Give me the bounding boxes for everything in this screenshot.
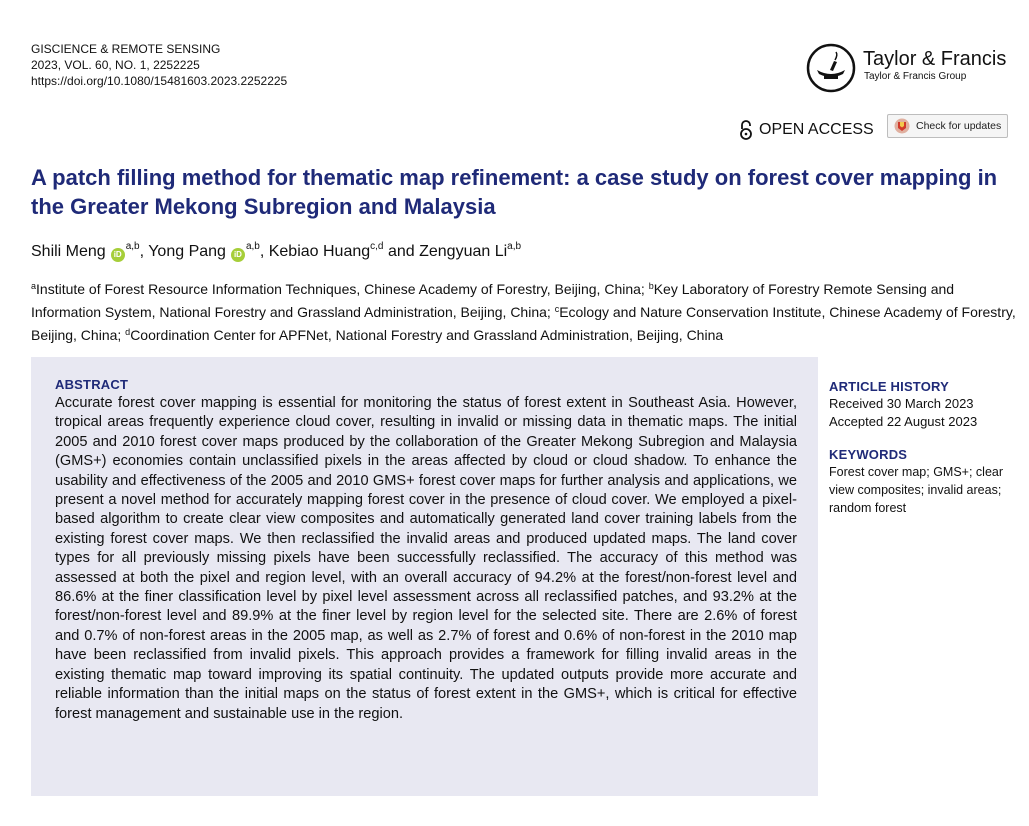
check-for-updates-button[interactable]: [887, 114, 1008, 138]
journal-info: [31, 41, 287, 89]
open-lock-icon: [739, 120, 753, 140]
open-access-label: OPEN ACCESS: [759, 121, 874, 138]
author-name[interactable]: Zengyuan Li: [419, 243, 508, 260]
author-separator: and: [383, 243, 420, 260]
abstract-box: [31, 357, 818, 796]
orcid-icon[interactable]: iD: [111, 248, 125, 262]
accepted-date: Accepted 22 August 2023: [829, 414, 978, 429]
received-date: Received 30 March 2023: [829, 396, 974, 411]
author-affiliation-sup: c,d: [370, 241, 384, 252]
author-separator: ,: [139, 243, 149, 260]
doi-link[interactable]: https://doi.org/10.1080/15481603.2023.2252225: [31, 74, 288, 88]
keywords-text: Forest cover map; GMS+; clear view composites; invalid areas; random forest: [829, 465, 1004, 515]
author-separator: ,: [259, 243, 269, 260]
journal-volume: 2023, VOL. 60, NO. 1, 2252225: [31, 58, 200, 72]
open-access-badge: [739, 119, 874, 141]
affiliation-text: Coordination Center for APFNet, National Forestry and Grassland Administration, Beijing, China: [130, 327, 724, 343]
affiliation-text: Ecology and Nature Conservation Institute, Chinese Academy of Forestry, Beijing, China;: [31, 304, 1016, 343]
affiliation-sup: a: [31, 281, 37, 291]
orcid-icon[interactable]: iD: [231, 248, 245, 262]
publisher-group: Taylor & Francis Group: [864, 71, 967, 82]
abstract-text: Accurate forest cover mapping is essential for monitoring the status of forest extent in Southeast Asia. However, tropical areas frequently experience cloud cover, resulting in invalid or missing data in thematic maps. The initial 2005 and 2010 forest cover maps produced by the collaboration of the Greater Mekong Subregion and Malaysia (GMS+) economies contain unclassified pixels in the areas affected by cloud or cloud shadow. To enhance the usability and effectiveness of the 2005 and 2010 GMS+ forest cover maps for further analysis and applications, we present a novel method for accurately mapping forest cover in the presence of cloud cover. We employed a pixel-based algorithm to create clear view composites and automatically generated land cover training labels from the existing forest cover maps. We then reclassified the invalid areas and produced updated maps. The land cover types for all previously missing pixels have been successfully reclassified. The accuracy of this method was assessed at both the pixel and region level, with an overall accuracy of 94.2% at the forest/non-forest level and 86.6% at the finer classification level by pixel level assessment across all reclassified patches, and 93.2% at the forest/non-forest level and 89.9% at the finer level by region level for the selected site. There are 2.6% of forest and 0.7% of non-forest areas in the 2005 map, as well as 2.7% of forest and 0.6% of non-forest in the 2010 map have been reclassified from invalid pixels. This approach provides a framework for filling invalid areas in the existing thematic map toward improving its spatial continuity. The updated outputs provide more accurate and reliable information than the initial maps on the status of forest extent in the GMS+, which is critical for effective forest management and sustainable use in the region.: [55, 395, 797, 722]
article-history: [829, 378, 1019, 431]
author-name[interactable]: Shili Meng: [31, 243, 106, 260]
author-name[interactable]: Kebiao Huang: [268, 243, 371, 260]
publisher-name: Taylor & Francis: [863, 48, 1007, 70]
publisher-logo[interactable]: [806, 43, 1016, 93]
affiliation-text: Institute of Forest Resource Information Techniques, Chinese Academy of Forestry, Beijing, China;: [36, 281, 649, 297]
article-history-heading: ARTICLE HISTORY: [829, 379, 950, 394]
affiliation-sup: b: [648, 281, 654, 291]
author-affiliation-sup: a,b: [245, 241, 260, 252]
abstract-heading: ABSTRACT: [55, 377, 129, 392]
check-for-updates-label: Check for updates: [916, 120, 1002, 132]
affiliation-text: Key Laboratory of Forestry Remote Sensing and Information System, National Forestry and Grassland Administration, Beijing, China;: [31, 281, 955, 320]
affiliation-sup: c: [554, 304, 560, 314]
affiliations: [31, 276, 1016, 345]
author-name[interactable]: Yong Pang: [148, 243, 226, 260]
author-affiliation-sup: a,b: [125, 241, 140, 252]
journal-name: GISCIENCE & REMOTE SENSING: [31, 42, 221, 56]
article-title: A patch filling method for thematic map refinement: a case study on forest cover mapping in the Greater Mekong Subregion and Malaysia: [31, 165, 998, 219]
crossmark-icon: [894, 118, 910, 134]
author-list: [31, 235, 521, 264]
author-affiliation-sup: a,b: [507, 241, 522, 252]
keywords-section: [829, 446, 1019, 517]
keywords-heading: KEYWORDS: [829, 447, 908, 462]
affiliation-sup: d: [125, 327, 131, 337]
taylor-francis-lamp-icon: [806, 43, 856, 93]
